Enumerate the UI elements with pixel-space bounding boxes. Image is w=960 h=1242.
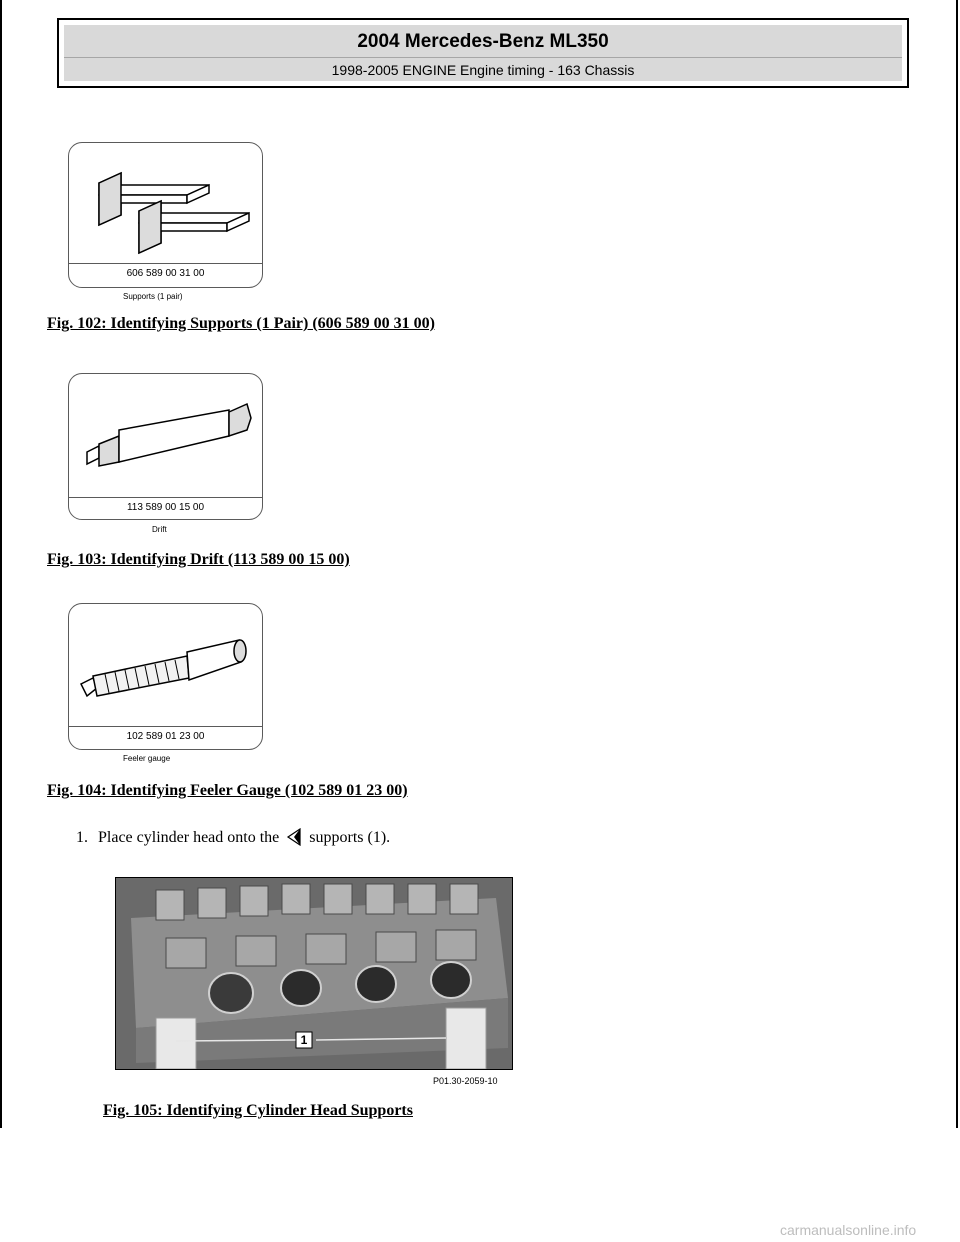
- step-text-after: supports (1).: [309, 829, 391, 846]
- document-subtitle: 1998-2005 ENGINE Engine timing - 163 Chassis: [331, 62, 635, 78]
- tool-name-label: Feeler gauge: [123, 754, 171, 763]
- part-number-label: 606 589 00 31 00: [126, 268, 205, 279]
- cylinder-head-illustration: [116, 878, 512, 1069]
- special-tool-icon: [286, 828, 302, 851]
- figure-caption[interactable]: Fig. 104: Identifying Feeler Gauge (102 589 01 23 00): [47, 782, 408, 799]
- card-divider: [69, 497, 262, 498]
- figure-drift: [68, 373, 263, 520]
- watermark: carmanualsonline.info: [780, 1222, 917, 1238]
- step-text-before: Place cylinder head onto the: [98, 829, 280, 846]
- card-divider: [69, 263, 262, 264]
- feeler-gauge-illustration: [69, 604, 262, 724]
- step-instruction: [76, 828, 390, 851]
- tool-name-label: Supports (1 pair): [123, 292, 183, 301]
- part-number-label: 102 589 01 23 00: [126, 731, 205, 742]
- figure-caption[interactable]: Fig. 103: Identifying Drift (113 589 00 15 00): [47, 551, 350, 568]
- part-number-label: 113 589 00 15 00: [126, 502, 205, 513]
- header-divider: [64, 57, 902, 58]
- header-panel: [64, 25, 902, 81]
- card-divider: [69, 726, 262, 727]
- figure-caption[interactable]: Fig. 102: Identifying Supports (1 Pair) (606 589 00 31 00): [47, 315, 435, 332]
- supports-illustration: [69, 143, 262, 263]
- document-title: 2004 Mercedes-Benz ML350: [357, 31, 609, 52]
- document-header: [57, 18, 909, 88]
- tool-name-label: Drift: [152, 525, 167, 534]
- figure-feeler-gauge: [68, 603, 263, 750]
- cylinder-head-photo: [115, 877, 513, 1070]
- step-number: 1.: [76, 829, 88, 846]
- figure-caption[interactable]: Fig. 105: Identifying Cylinder Head Supports: [103, 1102, 413, 1119]
- drift-illustration: [69, 374, 262, 494]
- figure-supports: [68, 142, 263, 288]
- callout-label: 1: [300, 1033, 308, 1047]
- photo-code: P01.30-2059-10: [433, 1076, 498, 1086]
